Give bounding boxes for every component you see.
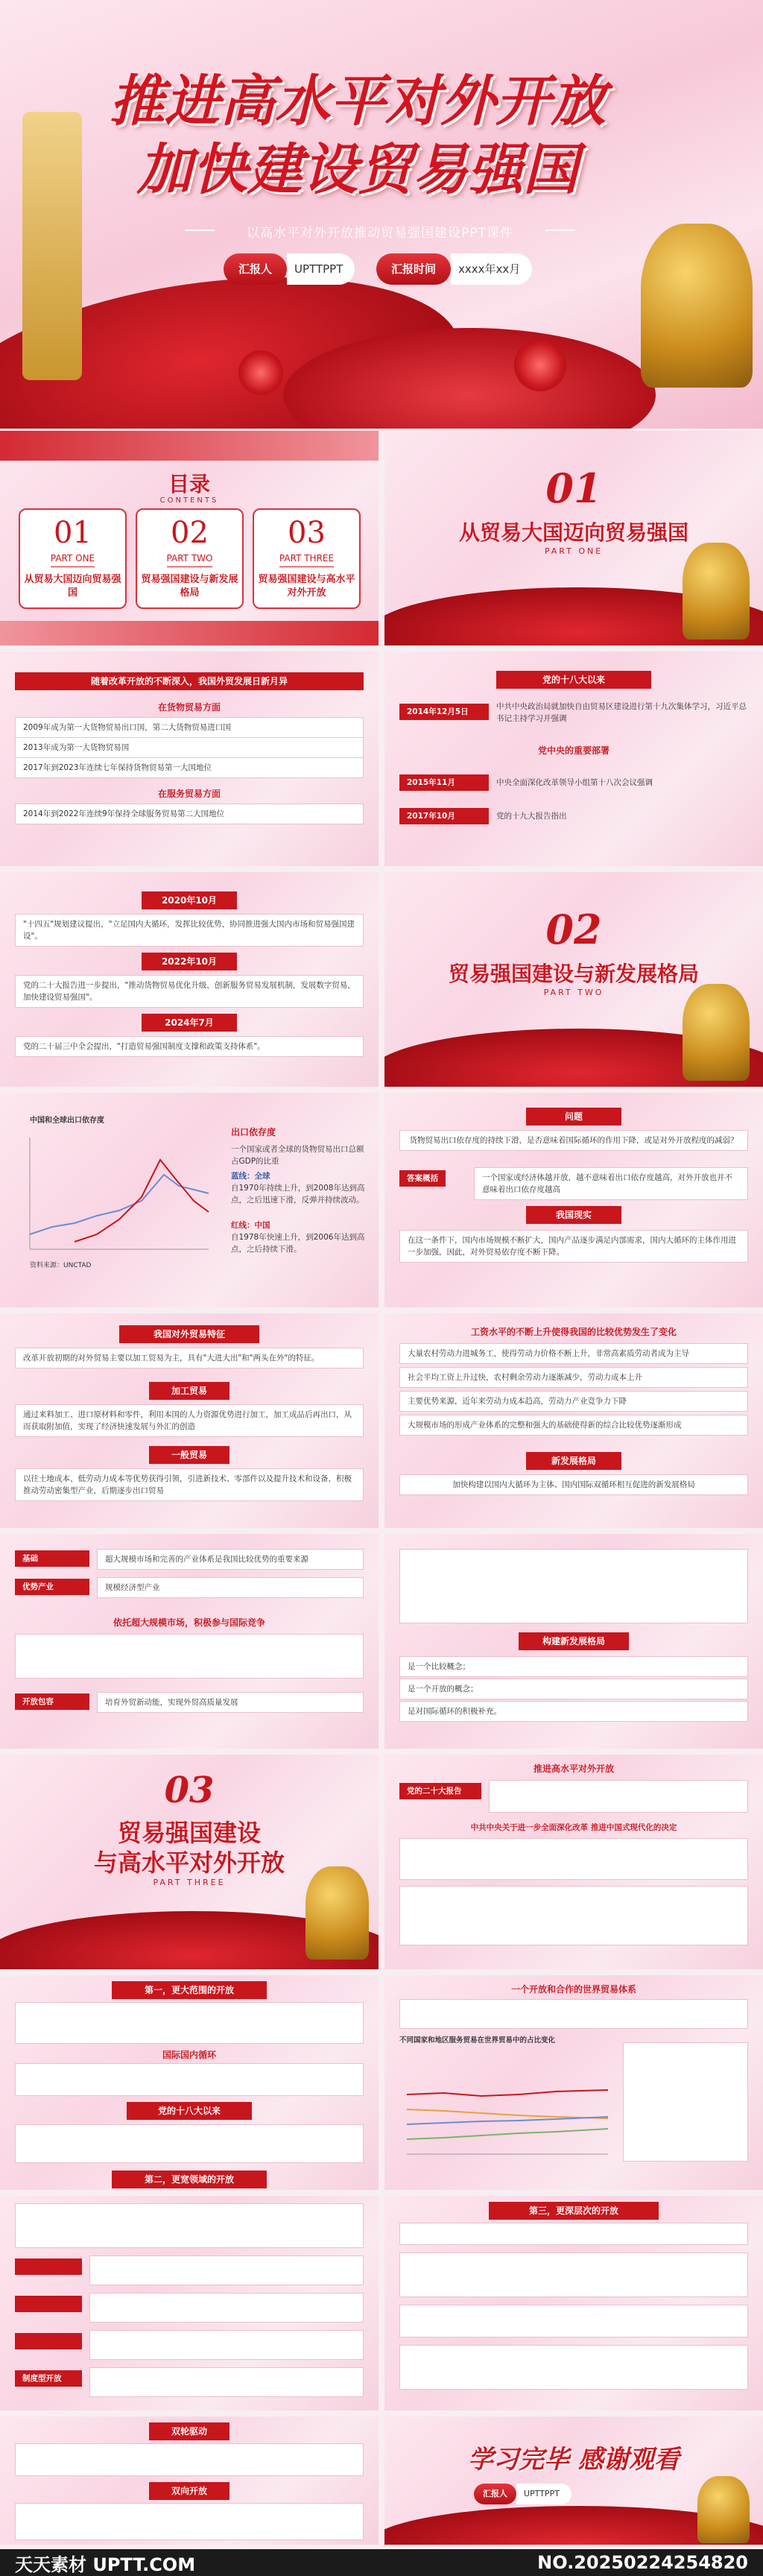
section-number: 03 [164,1770,215,1811]
dual-drive-box [15,2443,364,2476]
structure-row: 是一个比较概念； [399,1656,748,1677]
golden-lion-decoration [641,224,753,388]
answer-text: 一个国家或经济体越开放，越不意味着出口依存度越高，对外开放也并不意味着出口依存度越高 [474,1167,748,1200]
dependence-chart [22,1130,216,1257]
answer-tag: 答案概括 [399,1170,446,1187]
advantage-tag: 优势产业 [15,1579,89,1595]
toc-slide [0,431,379,645]
date-tag: 2014年12月5日 [399,704,489,720]
decision-tag [15,2296,82,2312]
advantage-text: 规模经济型产业 [97,1577,364,1598]
dependence-chart-slide [0,1093,379,1307]
toc-text: 从贸易大国迈向贸易强国 [24,574,121,599]
processing-trade-text: 通过来料加工、进口原材料和零件，利用本国的人力资源优势进行加工，加工成品后再出口，从而获取附加值，实现了经济快速发展与外汇的创造 [15,1404,364,1437]
section-title: 贸易强国建设与新发展格局 [448,962,699,986]
reporter-label: 汇报人 [474,2484,516,2504]
foundation-text: 超大规模市场和完善的产业体系是我国比较优势的重要来源 [97,1549,364,1570]
huabiao-column-decoration [22,112,82,380]
date-banner: 2024年7月 [142,1014,237,1032]
decision-text-box [89,2255,364,2285]
section-title: 从贸易大国迈向贸易强国 [458,520,688,545]
decision-tag [15,2333,82,2349]
since-18th-heading: 党的十八大以来 [127,2102,252,2120]
foundation-paragraph-box [15,1634,364,1679]
wider-heading: 第一，更大范围的开放 [112,1981,267,1999]
congress-banner: 党的十八大以来 [496,671,651,689]
decision-tag [15,2258,82,2275]
series-line [407,2117,608,2124]
history-row: 2017年到2023年连续七年保持货物贸易第一大国地位 [15,757,364,778]
toc-text: 贸易强国建设与高水平对外开放 [258,574,355,599]
date-tag: 2015年11月 [399,774,489,791]
toc-item-2[interactable] [136,508,244,609]
side-text: 自1970年持续上升，到2008年达到高点，之后迅速下滑，反弹并持续波动。 [231,1184,365,1205]
issue-heading: 问题 [526,1108,621,1126]
section-2-slide [384,872,763,1087]
time-label: 汇报时间 [376,253,451,285]
time-value: xxxx年xx月 [451,253,532,285]
series-line [407,2109,608,2118]
section-number: 01 [545,464,602,512]
footer-code: NO.20250224254820 [537,2552,748,2573]
reporter-label: 汇报人 [224,253,287,285]
foundation-slide [0,1534,379,1749]
reporter-pill [474,2484,572,2504]
congress-text: 党的十九大报告指出 [496,812,567,821]
institutional-tag: 制度型开放 [15,2370,82,2387]
golden-lion-decoration [697,2476,750,2543]
series-line [407,2090,608,2096]
thanks-title: 学习完毕 感谢观看 [468,2445,680,2475]
processing-trade-tag: 加工贸易 [149,1382,229,1400]
depth-row [399,2345,748,2390]
toc-part: PART THREE [279,553,334,567]
toc-item-1[interactable] [19,508,127,609]
deeper-opening-slide [0,2196,379,2411]
golden-lion-decoration [683,984,750,1081]
bottom-wave [0,621,379,645]
institutional-text-box [89,2367,364,2397]
openness-tag: 开放包容 [15,1693,89,1710]
system-heading: 一个开放和合作的世界贸易体系 [510,1984,636,1995]
peony-decoration [238,350,283,395]
wider-box [15,2002,364,2044]
toc-part: PART TWO [167,553,213,567]
congress-text: 中央全面深化改革领导小组第十八次会议强调 [496,778,653,787]
cover-title-line1: 推进高水平对外开放 [110,69,606,133]
chart-source: 资料来源：UNCTAD [30,1262,92,1269]
since-18th-box [15,2124,364,2163]
goods-heading: 在货物贸易方面 [157,702,221,713]
depth-row [399,2223,748,2245]
reporter-value: UPTTPPT [287,253,355,285]
top-wave [0,431,379,461]
series-line [407,2129,608,2139]
section-number: 02 [545,906,602,953]
chart-title: 中国和全球出口依存度 [30,1117,104,1125]
global-series-line [30,1175,209,1234]
two-way-heading: 双向开放 [149,2482,229,2500]
structure-paragraph-box [399,1549,748,1623]
issue-question: 货物贸易出口依存度的持续下滑，是否意味着国际循环的作用下降，或是对外开放程度的减弱？ [399,1130,748,1151]
system-box [399,1999,748,2029]
chart-title: 不同国家和地区服务贸易在世界贸易中的占比变化 [399,2036,556,2045]
history-slide [0,651,379,866]
wage-row: 主要优势来源，近年来劳动力成本趋高，劳动力产业竞争力下降 [399,1391,748,1412]
timeline-slide [0,872,379,1087]
service-heading: 在服务贸易方面 [157,789,221,799]
reality-text: 在这一条件下，国内市场规模不断扩大，国内产品逐步满足内部需求，国内大循环的主体作用进一步加强，因此，对外贸易依存度不断下降。 [399,1230,748,1263]
cycle-heading: 国际国内循环 [162,2050,216,2060]
report-text-box [489,1780,748,1813]
toc-title: 目录 [168,472,210,496]
toc-part: PART ONE [51,553,95,567]
reporter-pill [224,253,355,285]
golden-lion-decoration [305,1866,369,1960]
congress-slide [384,651,763,866]
chart-notes-box [623,2042,748,2162]
structure-heading: 构建新发展格局 [519,1632,629,1650]
reporter-value: UPTTPPT [516,2484,572,2504]
footer-brand: 天天素材 UPTT.COM [15,2554,196,2575]
report-tag: 党的二十大报告 [399,1783,481,1799]
cycle-box [15,2063,364,2096]
thanks-slide [384,2416,763,2545]
history-banner: 随着改革开放的不断深入，我国外贸发展日新月异 [15,672,364,690]
timeline-text: "十四五"规划建议提出，"立足国内大循环，发挥比较优势，协同推进强大国内市场和贸易强国建设"。 [15,914,364,947]
toc-item-3[interactable] [253,508,361,609]
depth-heading: 第三，更深层次的开放 [489,2202,659,2220]
side-text: 自1978年快速上升，到2006年达到高点，之后持续下滑。 [231,1233,365,1254]
side-text: 红线：中国 [231,1221,270,1230]
divider [545,230,575,231]
section-part: PART THREE [153,1878,226,1887]
peony-decoration [514,339,566,391]
new-pattern-heading: 新发展格局 [526,1452,621,1470]
new-development-slide [384,1534,763,1749]
section-title-line2: 与高水平对外开放 [93,1849,285,1877]
side-title: 出口依存度 [231,1127,276,1137]
decision-heading: 中共中央关于进一步全面深化改革 推进中国式现代化的决定 [470,1823,677,1832]
foundation-tag: 基础 [15,1550,89,1567]
two-way-box [15,2503,364,2540]
section-part: PART TWO [543,988,604,997]
institutional-slide [384,2196,763,2411]
toc-subtitle: CONTENTS [159,496,219,505]
cover-subtitle: 以高水平对外开放推动贸易强国建设PPT课件 [247,226,513,241]
timeline-text: 党的二十届三中全会提出，"打造贸易强国制度支撑和政策支持体系"。 [15,1036,364,1057]
wage-slide [384,1313,763,1528]
depth-row [399,2253,748,2297]
timeline-text: 党的二十大报告进一步提出，"推动货物贸易优化升级，创新服务贸易发展机制，发展数字贸易，加快建设贸易强国"。 [15,975,364,1008]
section-part: PART ONE [544,546,604,556]
side-text: 蓝线：全球 [231,1172,270,1181]
decision-box [399,1886,748,1945]
general-trade-tag: 一般贸易 [149,1446,229,1464]
date-banner: 2020年10月 [142,891,237,909]
general-trade-text: 以往土地成本、低劳动力成本等优势获得引领，引进新技术、零部件以及提升技术和设备，积极推动劳动密集型产业，后期逐步出口贸易 [15,1468,364,1501]
trade-feature-slide [0,1313,379,1528]
service-trade-slide [384,1975,763,2190]
decision-text-box [89,2293,364,2323]
dual-drive-slide [0,2416,379,2545]
decision-box [399,1838,748,1880]
opening-heading: 推进高水平对外开放 [533,1764,614,1774]
cover-title-line2: 加快建设贸易强国 [137,138,578,202]
toc-text: 贸易强国建设与新发展格局 [141,574,238,599]
structure-row: 是对国际循环的积极补充。 [399,1701,748,1722]
section-1-slide [384,431,763,645]
history-row: 2009年成为第一大货物贸易出口国，第二大货物贸易进口国 [15,717,364,738]
deployment-heading: 党中央的重要部署 [537,745,610,756]
history-row: 2013年成为第一大货物贸易国 [15,737,364,758]
golden-lion-decoration [683,543,750,640]
new-pattern-text: 加快构建以国内大循环为主体、国内国际双循环相互促进的新发展格局 [399,1474,748,1495]
toc-number: 03 [288,516,326,550]
wage-row: 社会平均工资上升过快，农村剩余劳动力逐渐减少，劳动力成本上升 [399,1367,748,1388]
service-trade-chart [399,2050,615,2162]
wage-row: 大规模市场的形成产业体系的完整和强大的基础使得新的综合比较优势逐渐形成 [399,1415,748,1436]
section-title-line1: 贸易强国建设 [117,1819,261,1847]
watermark-footer [0,2549,763,2576]
history-row: 2014年到2022年连续9年保持全球服务贸易第二大国地位 [15,804,364,824]
issue-slide [384,1093,763,1307]
date-banner: 2022年10月 [142,953,237,970]
opening-slide [384,1755,763,1969]
toc-number: 01 [54,516,92,550]
section-3-slide [0,1755,379,1969]
wider-opening-slide [0,1975,379,2190]
cover-title [89,67,626,204]
date-tag: 2017年10月 [399,808,489,824]
toc-number: 02 [171,516,209,550]
cover-slide [0,0,763,429]
openness-text: 培育外贸新动能，实现外贸高质量发展 [97,1692,364,1713]
reality-heading: 我国现实 [526,1206,621,1224]
dual-drive-heading: 双轮驱动 [149,2422,229,2440]
decision-text-box [89,2330,364,2360]
congress-text: 中共中央政治局就加快自由贸易区建设进行第十九次集体学习，习近平总书记主持学习并强调 [496,702,747,723]
wage-row: 大量农村劳动力进城务工，使得劳动力价格不断上升，非常高素质劳动者成为主导 [399,1343,748,1364]
feature-row: 改革开放初期的对外贸易主要以加工贸易为主，具有"大进大出"和"两头在外"的特征。 [15,1348,364,1368]
depth-row [399,2305,748,2337]
wage-heading: 工资水平的不断上升使得我国的比较优势发生了变化 [470,1327,677,1337]
time-pill [376,253,532,285]
side-text: 一个国家或者全球的货物贸易出口总额占GDP的比重 [231,1145,364,1166]
feature-heading: 我国对外贸易特征 [119,1325,259,1343]
depth-box [15,2203,364,2248]
broader-heading: 第二，更宽领域的开放 [112,2171,267,2188]
structure-row: 是一个开放的概念； [399,1679,748,1699]
foundation-heading: 依托超大规模市场，积极参与国际竞争 [113,1617,265,1628]
